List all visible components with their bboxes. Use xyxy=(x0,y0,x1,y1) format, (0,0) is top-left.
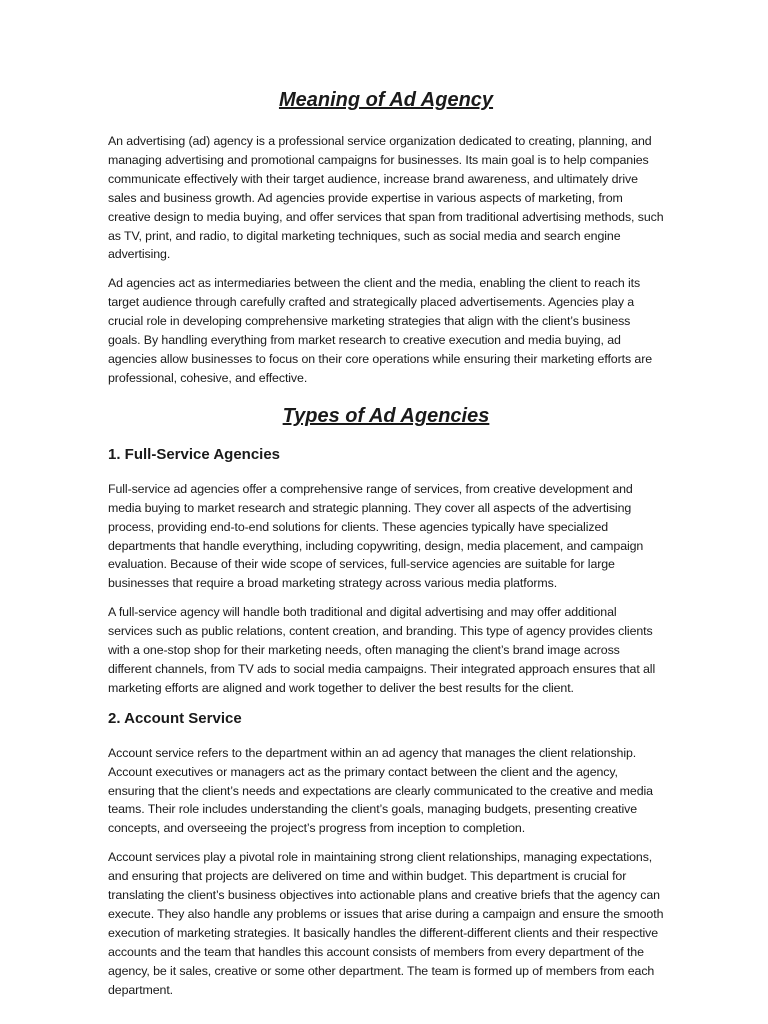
page-title: Meaning of Ad Agency xyxy=(278,89,494,111)
meaning-paragraph-2: Ad agencies act as intermediaries between the client and the media, enabling the client to reach its target audience through carefully crafted and strategically placed advertisements. Agencies play a crucial role in developing comprehensive marketing strategies that align with the client’s business goals. By handling everything from market research to creative execution and media buying, ad agencies allow businesses to focus on their core operations while ensuring their marketing efforts are professional, cohesive, and effective. xyxy=(108,276,653,385)
full-service-paragraph-1: Full-service ad agencies offer a comprehensive range of services, from creative development and media buying to market research and strategic planning. They cover all aspects of the advertising process, providing end-to-end solutions for clients. These agencies typically have specialized departments that handle everything, including copywriting, design, media placement, and campaign evaluation. Because of their wide scope of services, full-service agencies are suitable for large businesses that require a broad marketing strategy across various media platforms. xyxy=(108,481,644,591)
section-heading-full-service: 1. Full-Service Agencies xyxy=(108,445,281,463)
account-service-paragraph-1: Account service refers to the department within an ad agency that manages the client relationship. Account executives or managers act as the primary contact between the client and the agency, ensuring that the client’s needs and expectations are clearly communicated to the creative and media teams. Their role includes understanding the client’s goals, managing budgets, presenting creative concepts, and overseeing the project’s progress from inception to completion. xyxy=(108,745,653,836)
full-service-paragraph-2: A full-service agency will handle both traditional and digital advertising and may offer additional services such as public relations, content creation, and branding. This type of agency provides clients with a one-stop shop for their marketing needs, often managing the client’s brand image across different channels, from TV ads to social media campaigns. Their integrated approach ensures that all marketing efforts are aligned and work together to deliver the best results for the client. xyxy=(108,605,656,695)
meaning-paragraph-1: An advertising (ad) agency is a professional service organization dedicated to creating, planning, and managing advertising and promotional campaigns for businesses. Its main goal is to help companies communicate effectively with their target audience, increase brand awareness, and ultimately drive sales and business growth. Ad agencies provide expertise in various aspects of marketing, from creative design to media buying, and offer services that span from traditional advertising methods, such as TV, print, and radio, to digital marketing techniques, such as social media and search engine advertising. xyxy=(108,134,664,262)
account-service-paragraph-2: Account services play a pivotal role in maintaining strong client relationships, managing expectations, and ensuring that projects are delivered on time and within budget. This department is crucial for translating the client’s business objectives into actionable plans and creative briefs that the agency can execute. They also handle any problems or issues that arise during a campaign and ensure the smooth execution of marketing strategies. It basically handles the different-different clients and their respective accounts and the team that handles this account consists of members from every department of the agency, be it sales, creative or some other department. The team is formed up of members from each department. xyxy=(108,850,664,997)
section-heading-account-service: 2. Account Service xyxy=(108,709,242,727)
types-title: Types of Ad Agencies xyxy=(282,404,490,427)
document-page xyxy=(108,86,664,1010)
